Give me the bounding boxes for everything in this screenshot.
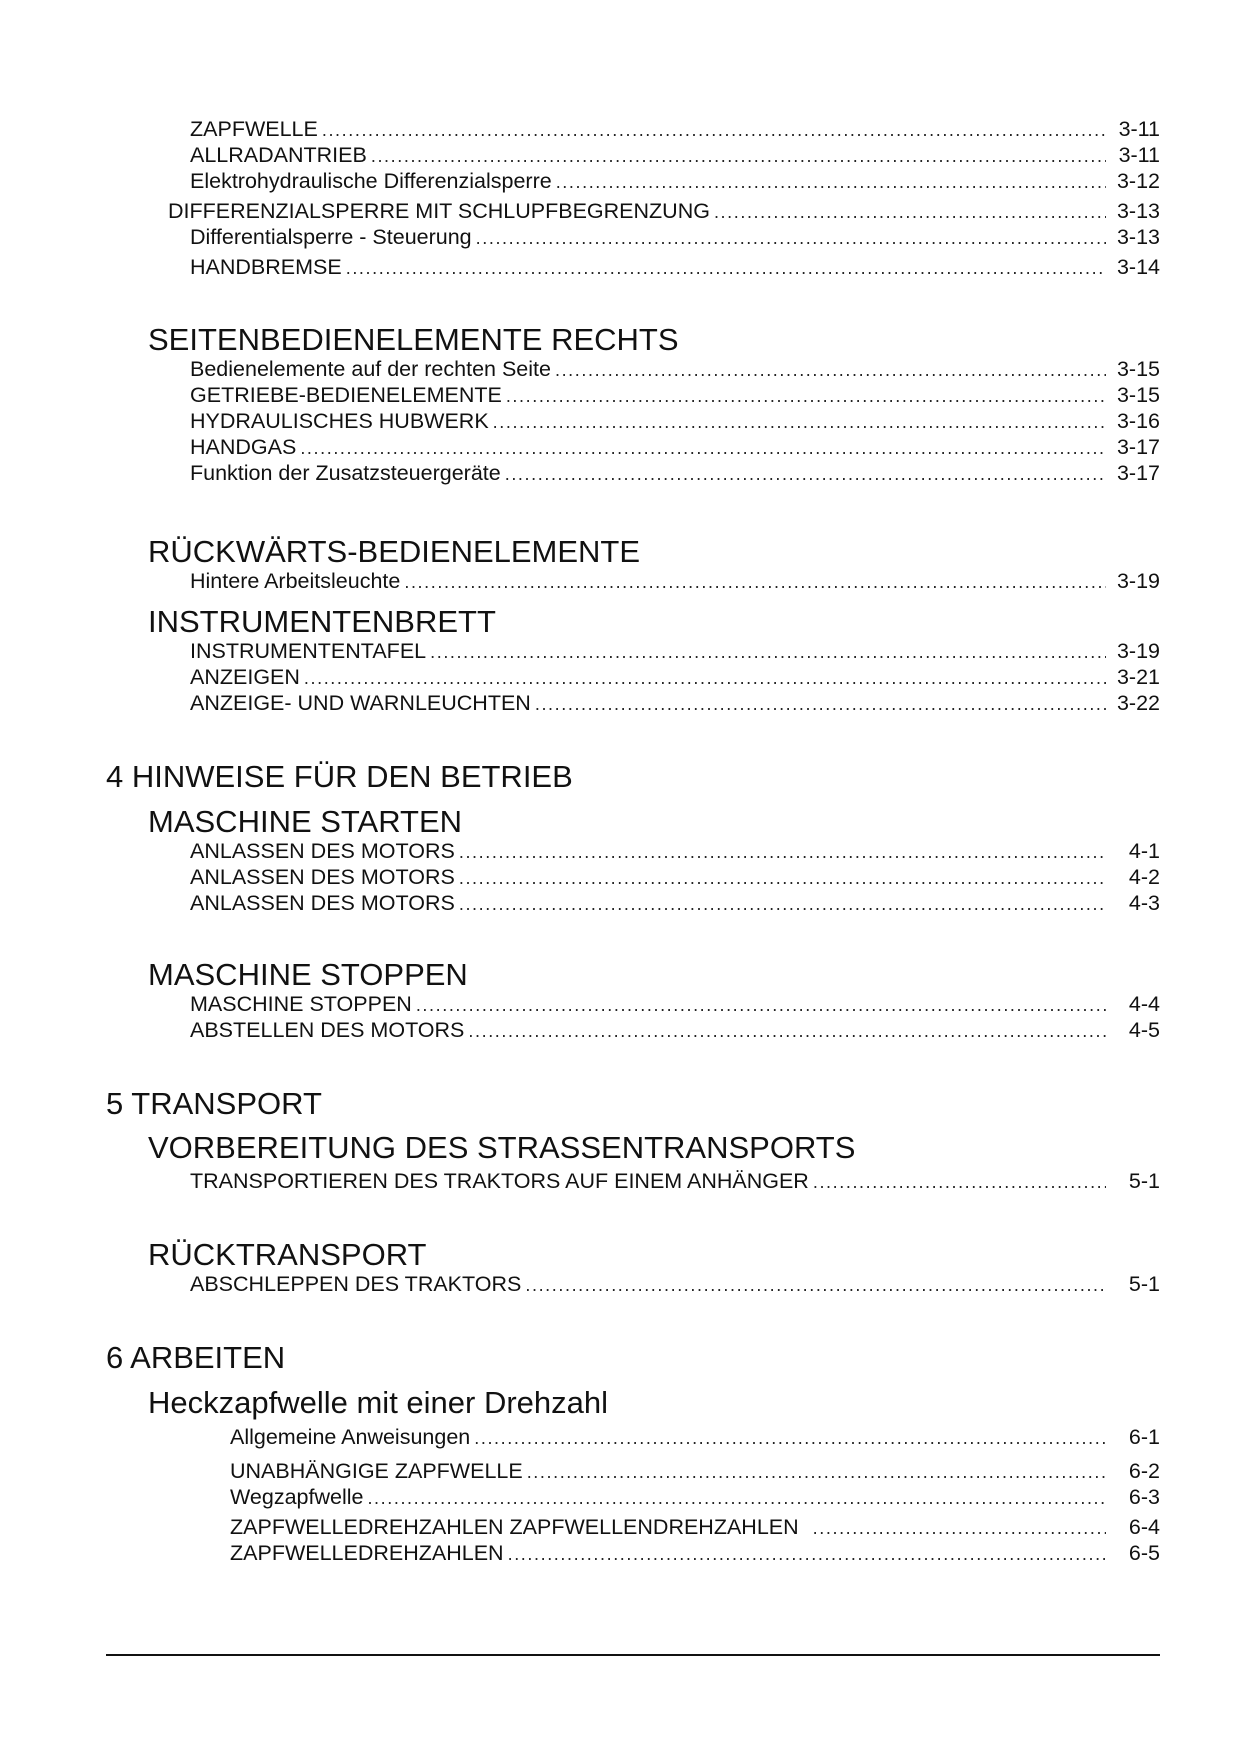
toc-entry-page: 3-11 bbox=[1118, 143, 1160, 167]
toc-leader-dots bbox=[304, 665, 1106, 691]
toc-entry-page: 3-17 bbox=[1116, 461, 1160, 485]
toc-entry-page: 3-13 bbox=[1116, 199, 1160, 223]
toc-entry-label: GETRIEBE-BEDIENELEMENTE bbox=[190, 383, 502, 407]
toc-entry-page: 6-2 bbox=[1128, 1459, 1160, 1483]
toc-entry[interactable] bbox=[190, 116, 1160, 143]
toc-entry-page: 5-1 bbox=[1128, 1169, 1160, 1193]
toc-leader-dots bbox=[459, 891, 1106, 917]
toc-leader-dots bbox=[813, 1515, 1106, 1541]
toc-entry-page: 6-1 bbox=[1128, 1425, 1160, 1449]
toc-entry[interactable] bbox=[190, 864, 1160, 891]
toc-leader-dots bbox=[714, 199, 1106, 225]
toc-entry-label: Hintere Arbeitsleuchte bbox=[190, 569, 401, 593]
toc-leader-dots bbox=[300, 435, 1106, 461]
toc-entry-label: UNABHÄNGIGE ZAPFWELLE bbox=[230, 1459, 523, 1483]
toc-leader-dots bbox=[505, 461, 1106, 487]
section-heading[interactable]: MASCHINE STARTEN bbox=[148, 804, 463, 839]
toc-entry-page: 3-17 bbox=[1116, 435, 1160, 459]
toc-leader-dots bbox=[346, 255, 1106, 281]
toc-leader-dots bbox=[322, 117, 1106, 143]
toc-entry-label: ABSTELLEN DES MOTORS bbox=[190, 1018, 465, 1042]
toc-entry-page: 3-16 bbox=[1116, 409, 1160, 433]
toc-leader-dots bbox=[367, 1485, 1106, 1511]
toc-entry-page: 6-5 bbox=[1128, 1541, 1160, 1565]
toc-entry-page: 4-3 bbox=[1128, 891, 1160, 915]
section-heading[interactable]: Heckzapfwelle mit einer Drehzahl bbox=[148, 1385, 609, 1420]
toc-entry[interactable] bbox=[190, 460, 1160, 487]
toc-entry-label: ANLASSEN DES MOTORS bbox=[190, 865, 455, 889]
toc-entry-label: ANLASSEN DES MOTORS bbox=[190, 839, 455, 863]
toc-entry[interactable] bbox=[190, 356, 1160, 383]
toc-entry-label: ABSCHLEPPEN DES TRAKTORS bbox=[190, 1272, 522, 1296]
toc-entry[interactable] bbox=[190, 664, 1160, 691]
toc-leader-dots bbox=[555, 357, 1106, 383]
toc-entry-label: Wegzapfwelle bbox=[230, 1485, 364, 1509]
toc-leader-dots bbox=[556, 169, 1106, 195]
section-heading[interactable]: SEITENBEDIENELEMENTE RECHTS bbox=[148, 322, 679, 357]
footer-divider bbox=[106, 1654, 1160, 1656]
toc-entry-label: ALLRADANTRIEB bbox=[190, 143, 367, 167]
section-heading[interactable]: INSTRUMENTENBRETT bbox=[148, 604, 496, 639]
toc-entry-label: ANZEIGEN bbox=[190, 665, 300, 689]
toc-entry[interactable] bbox=[190, 690, 1160, 717]
toc-entry-label: Allgemeine Anweisungen bbox=[230, 1425, 471, 1449]
toc-entry[interactable] bbox=[168, 198, 1160, 225]
section-heading[interactable]: MASCHINE STOPPEN bbox=[148, 957, 468, 992]
chapter-heading[interactable]: 6 ARBEITEN bbox=[106, 1340, 286, 1375]
toc-entry-page: 4-4 bbox=[1128, 992, 1160, 1016]
toc-leader-dots bbox=[416, 992, 1106, 1018]
toc-leader-dots bbox=[535, 691, 1106, 717]
toc-leader-dots bbox=[404, 569, 1106, 595]
toc-entry-label: Differentialsperre - Steuerung bbox=[190, 225, 472, 249]
toc-entry-page: 3-19 bbox=[1116, 569, 1160, 593]
toc-entry-label: MASCHINE STOPPEN bbox=[190, 992, 412, 1016]
toc-leader-dots bbox=[468, 1018, 1106, 1044]
toc-entry[interactable] bbox=[230, 1458, 1160, 1485]
toc-entry-page: 4-5 bbox=[1128, 1018, 1160, 1042]
toc-entry-page: 3-12 bbox=[1116, 169, 1160, 193]
section-heading[interactable]: VORBEREITUNG DES STRASSENTRANSPORTS bbox=[148, 1130, 856, 1165]
toc-entry-label: INSTRUMENTENTAFEL bbox=[190, 639, 427, 663]
toc-entry-page: 6-3 bbox=[1128, 1485, 1160, 1509]
toc-entry-label: TRANSPORTIEREN DES TRAKTORS AUF EINEM ANHÄNGER bbox=[190, 1169, 809, 1193]
toc-leader-dots bbox=[813, 1169, 1106, 1195]
toc-entry-label: ZAPFWELLEDREHZAHLEN ZAPFWELLENDREHZAHLEN bbox=[230, 1515, 799, 1539]
toc-entry-label: HANDBREMSE bbox=[190, 255, 342, 279]
toc-entry-label: ZAPFWELLEDREHZAHLEN bbox=[230, 1541, 504, 1565]
toc-entry[interactable] bbox=[190, 1168, 1160, 1195]
toc-entry[interactable] bbox=[230, 1540, 1160, 1567]
toc-entry-label: HANDGAS bbox=[190, 435, 297, 459]
toc-entry-page: 3-21 bbox=[1116, 665, 1160, 689]
toc-entry-label: ZAPFWELLE bbox=[190, 117, 318, 141]
toc-entry-page: 3-15 bbox=[1116, 357, 1160, 381]
toc-entry[interactable] bbox=[190, 991, 1160, 1018]
toc-leader-dots bbox=[525, 1272, 1106, 1298]
toc-leader-dots bbox=[493, 409, 1106, 435]
toc-entry[interactable] bbox=[230, 1484, 1160, 1511]
toc-entry[interactable] bbox=[190, 568, 1160, 595]
toc-leader-dots bbox=[506, 383, 1106, 409]
toc-entry-page: 5-1 bbox=[1128, 1272, 1160, 1296]
toc-entry[interactable] bbox=[190, 408, 1160, 435]
toc-entry[interactable] bbox=[190, 224, 1160, 251]
toc-entry-label: HYDRAULISCHES HUBWERK bbox=[190, 409, 489, 433]
toc-entry[interactable] bbox=[190, 1271, 1160, 1298]
toc-leader-dots bbox=[430, 639, 1106, 665]
toc-entry-label: Elektrohydraulische Differenzialsperre bbox=[190, 169, 552, 193]
toc-leader-dots bbox=[527, 1459, 1106, 1485]
chapter-heading[interactable]: 5 TRANSPORT bbox=[106, 1086, 322, 1121]
section-heading[interactable]: RÜCKWÄRTS-BEDIENELEMENTE bbox=[148, 534, 641, 569]
toc-entry[interactable] bbox=[190, 890, 1160, 917]
toc-entry[interactable] bbox=[190, 168, 1160, 195]
toc-leader-dots bbox=[371, 143, 1106, 169]
toc-entry-label: ANZEIGE- UND WARNLEUCHTEN bbox=[190, 691, 531, 715]
toc-entry[interactable] bbox=[230, 1424, 1160, 1451]
toc-entry[interactable] bbox=[190, 434, 1160, 461]
toc-entry-page: 3-13 bbox=[1116, 225, 1160, 249]
toc-entry-label: Bedienelemente auf der rechten Seite bbox=[190, 357, 551, 381]
toc-entry-page: 3-14 bbox=[1116, 255, 1160, 279]
toc-entry-label: ANLASSEN DES MOTORS bbox=[190, 891, 455, 915]
toc-entry-page: 3-11 bbox=[1118, 117, 1160, 141]
toc-entry[interactable] bbox=[190, 838, 1160, 865]
toc-entry[interactable] bbox=[190, 1017, 1160, 1044]
toc-entry[interactable] bbox=[190, 638, 1160, 665]
toc-entry[interactable] bbox=[190, 254, 1160, 281]
toc-entry-page: 6-4 bbox=[1128, 1515, 1160, 1539]
toc-leader-dots bbox=[474, 1425, 1106, 1451]
toc-entry[interactable] bbox=[190, 382, 1160, 409]
toc-entry[interactable] bbox=[230, 1514, 1160, 1541]
toc-entry-page: 4-1 bbox=[1128, 839, 1160, 863]
toc-entry-label: Funktion der Zusatzsteuergeräte bbox=[190, 461, 501, 485]
toc-leader-dots bbox=[508, 1541, 1106, 1567]
toc-leader-dots bbox=[459, 839, 1106, 865]
section-heading[interactable]: RÜCKTRANSPORT bbox=[148, 1237, 427, 1272]
toc-entry-label: DIFFERENZIALSPERRE MIT SCHLUPFBEGRENZUNG bbox=[168, 199, 710, 223]
toc-entry-page: 3-19 bbox=[1116, 639, 1160, 663]
toc-entry[interactable] bbox=[190, 142, 1160, 169]
toc-leader-dots bbox=[459, 865, 1106, 891]
toc-entry-page: 3-15 bbox=[1116, 383, 1160, 407]
toc-entry-page: 4-2 bbox=[1128, 865, 1160, 889]
chapter-heading[interactable]: 4 HINWEISE FÜR DEN BETRIEB bbox=[106, 759, 573, 794]
toc-entry-page: 3-22 bbox=[1116, 691, 1160, 715]
toc-leader-dots bbox=[476, 225, 1106, 251]
